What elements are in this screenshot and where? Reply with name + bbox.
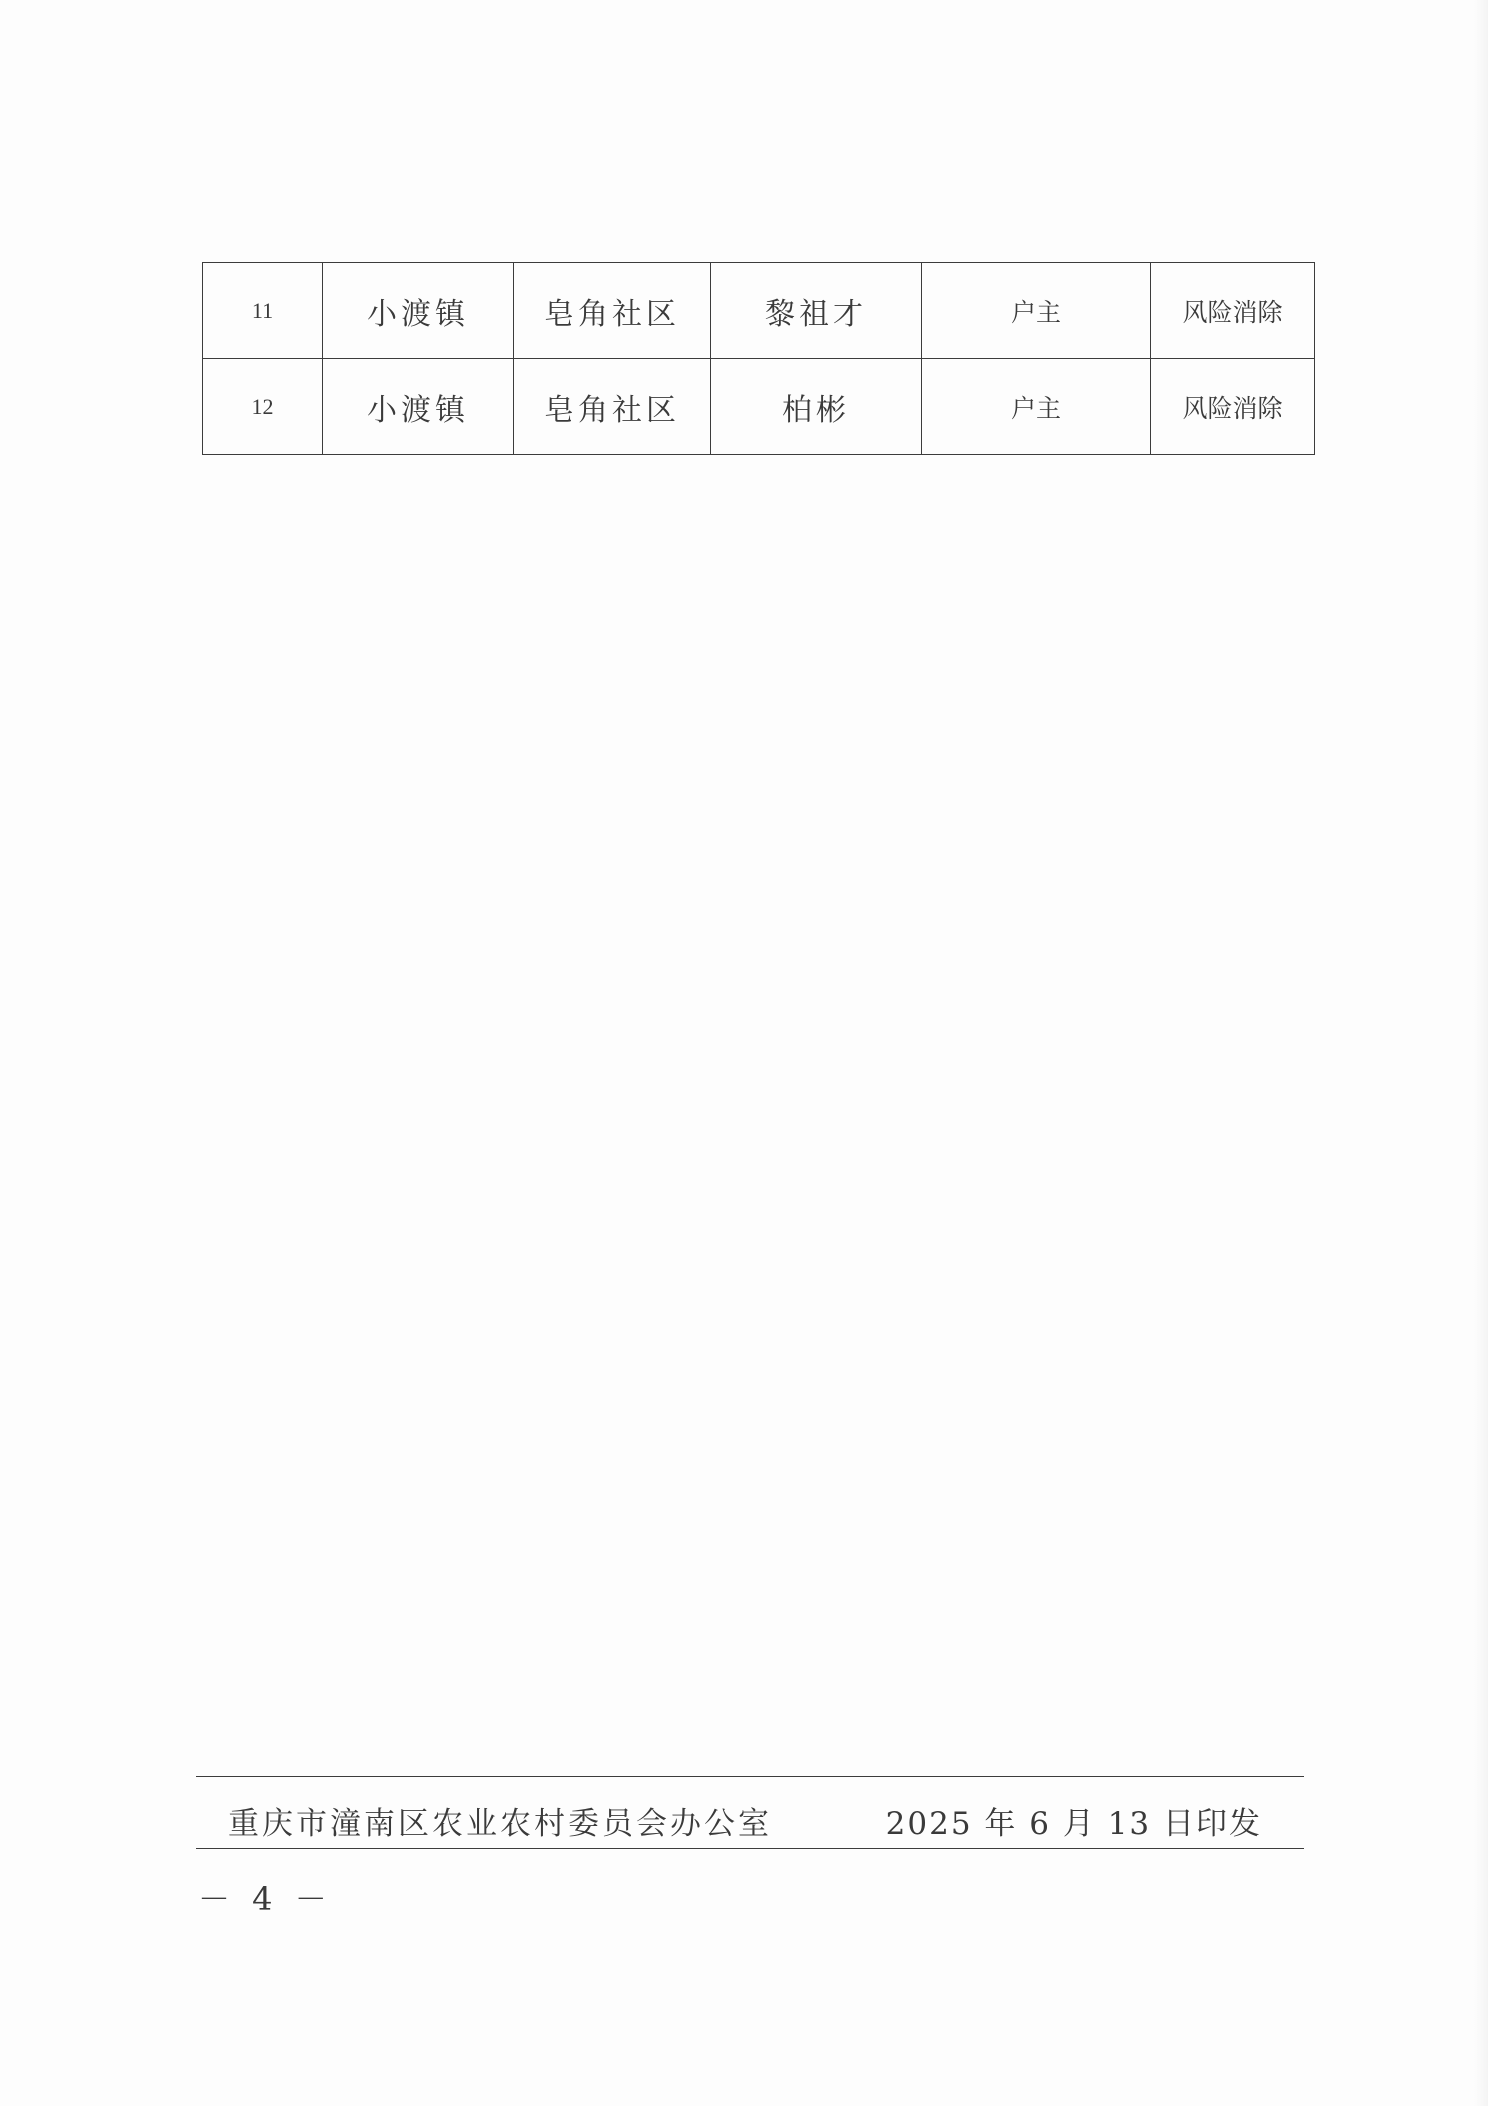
name-cell: 柏彬 [711, 359, 922, 455]
town-cell: 小渡镇 [323, 263, 514, 359]
name-cell: 黎祖才 [711, 263, 922, 359]
row-index: 12 [203, 359, 323, 455]
table-row [203, 263, 1315, 359]
issue-date: 2025 年 6 月 13 日印发 [885, 1806, 1262, 1842]
relation-cell: 户主 [922, 359, 1151, 455]
relation-cell: 户主 [922, 263, 1151, 359]
status-cell: 风险消除 [1151, 263, 1315, 359]
row-index: 11 [203, 263, 323, 359]
community-cell: 皂角社区 [514, 263, 711, 359]
footer-top-rule [196, 1776, 1304, 1777]
footer-bottom-rule [196, 1848, 1304, 1849]
status-cell: 风险消除 [1151, 359, 1315, 455]
community-cell: 皂角社区 [514, 359, 711, 455]
scan-edge-shadow [1474, 0, 1488, 2106]
page-number: － 4 － [198, 1880, 333, 1918]
data-table [202, 262, 1315, 455]
table-row [203, 359, 1315, 455]
town-cell: 小渡镇 [323, 359, 514, 455]
issuing-office: 重庆市潼南区农业农村委员会办公室 [228, 1806, 772, 1842]
